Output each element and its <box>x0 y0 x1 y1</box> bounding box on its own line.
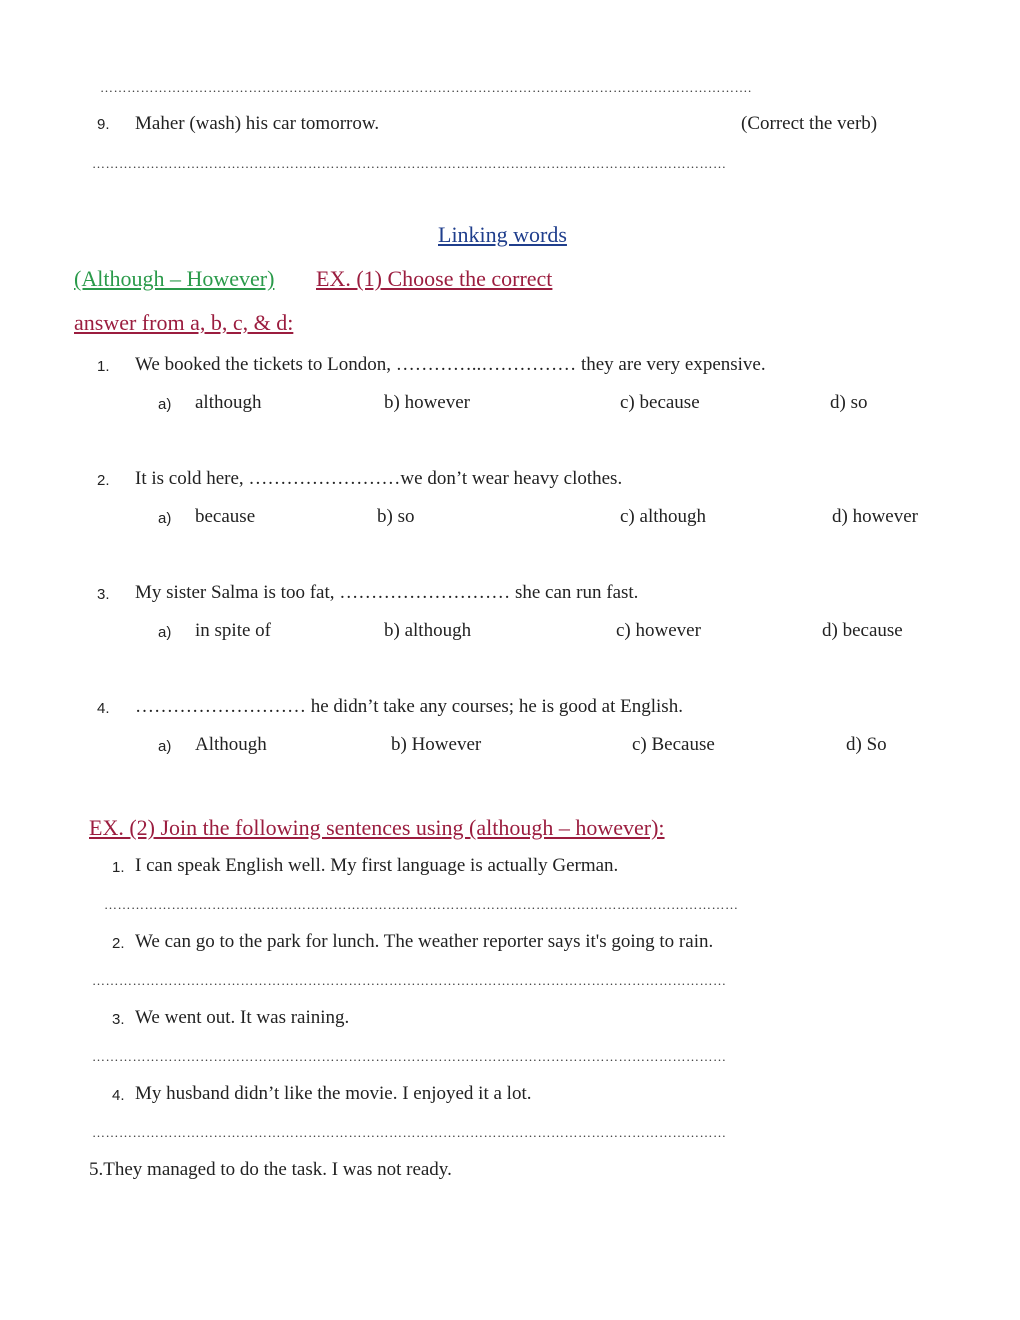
item-number: 9. <box>97 116 110 133</box>
answer-line[interactable]: …………………………………………………………………………………………………………………………… <box>104 897 739 912</box>
question-number: 1. <box>97 358 110 375</box>
answer-line: …………………………………………………………………………………………………………………………… <box>92 156 727 171</box>
option-b[interactable]: b) However <box>391 734 482 755</box>
answer-line[interactable]: …………………………………………………………………………………………………………………………… <box>92 1049 727 1064</box>
option-b[interactable]: b) although <box>384 620 472 641</box>
option-d[interactable]: d) however <box>832 506 918 527</box>
option-c[interactable]: c) however <box>616 620 701 641</box>
item-number: 2. <box>112 935 125 952</box>
option-a[interactable]: because <box>195 506 256 527</box>
sentence-pair-5: 5.They managed to do the task. I was not ready. <box>89 1159 452 1180</box>
question-text: Maher (wash) his car tomorrow. <box>135 113 380 134</box>
option-c[interactable]: c) Because <box>632 734 715 755</box>
option-c[interactable]: c) because <box>620 392 700 413</box>
answer-line: ………………………………………………………………………………………………………………………………. <box>100 80 752 95</box>
question-text: It is cold here, ……………………we don’t wear heavy clothes. <box>135 468 623 489</box>
question-text: My sister Salma is too fat, ……………………… she can run fast. <box>135 582 639 603</box>
option-label: a) <box>158 510 172 527</box>
item-number: 3. <box>112 1011 125 1028</box>
option-b[interactable]: b) however <box>384 392 470 413</box>
option-label: a) <box>158 396 172 413</box>
exercise-heading-continued: answer from a, b, c, & d: <box>74 310 294 335</box>
option-c[interactable]: c) although <box>620 506 707 527</box>
instruction-text: (Correct the verb) <box>741 113 878 134</box>
section-subtitle: (Although – However) <box>74 266 275 291</box>
option-d[interactable]: d) So <box>846 734 887 755</box>
exercise-heading: EX. (1) Choose the correct <box>316 266 553 291</box>
option-label: a) <box>158 624 172 641</box>
item-number: 4. <box>112 1087 125 1104</box>
option-d[interactable]: d) because <box>822 620 903 641</box>
question-number: 2. <box>97 472 110 489</box>
sentence-pair: We can go to the park for lunch. The weather reporter says it's going to rain. <box>135 931 714 952</box>
question-text: ……………………… he didn’t take any courses; he is good at English. <box>135 696 683 717</box>
exercise-2-heading: EX. (2) Join the following sentences using (although – however): <box>89 815 665 840</box>
question-number: 3. <box>97 586 110 603</box>
option-b[interactable]: b) so <box>377 506 415 527</box>
option-a[interactable]: in spite of <box>195 620 271 641</box>
section-title: Linking words <box>438 222 567 247</box>
answer-line[interactable]: …………………………………………………………………………………………………………………………… <box>92 1125 727 1140</box>
sentence-pair: I can speak English well. My first language is actually German. <box>135 855 619 876</box>
question-text: We booked the tickets to London, …………..…………… they are very expensive. <box>135 354 766 375</box>
option-a[interactable]: Although <box>195 734 267 755</box>
sentence-pair: We went out. It was raining. <box>135 1007 350 1028</box>
answer-line[interactable]: …………………………………………………………………………………………………………………………… <box>92 973 727 988</box>
option-label: a) <box>158 738 172 755</box>
option-d[interactable]: d) so <box>830 392 868 413</box>
item-number: 1. <box>112 859 125 876</box>
option-a[interactable]: although <box>195 392 262 413</box>
question-number: 4. <box>97 700 110 717</box>
sentence-pair: My husband didn’t like the movie. I enjoyed it a lot. <box>135 1083 532 1104</box>
